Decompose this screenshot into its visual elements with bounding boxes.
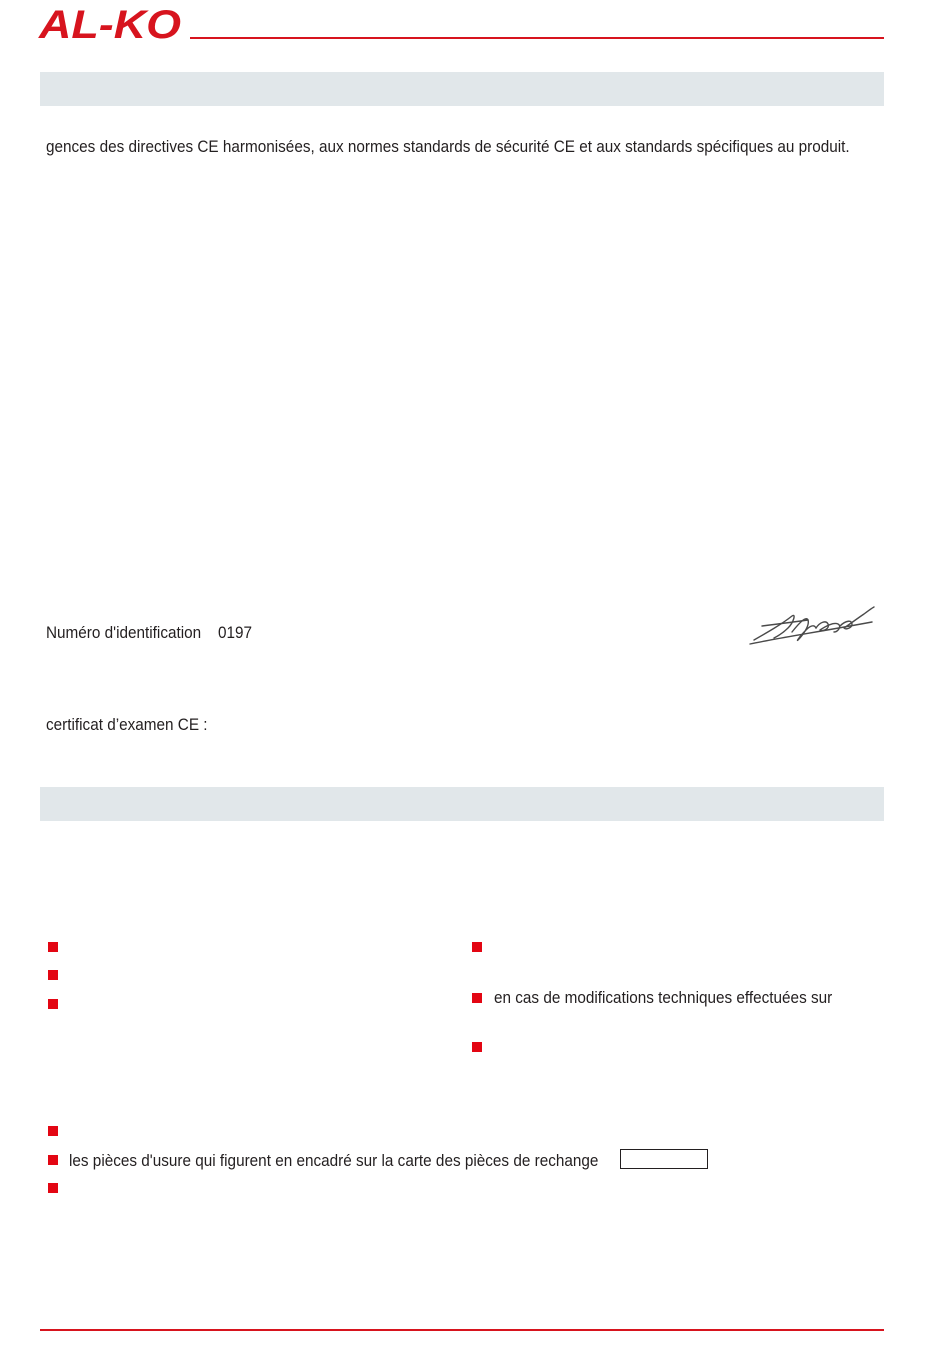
section-band-declaration: [40, 72, 884, 106]
ce-certificate-label: certificat d’examen CE :: [46, 715, 208, 734]
bullet-marker: [472, 942, 482, 952]
footer-rule: [40, 1329, 884, 1331]
bullet-marker: [48, 942, 58, 952]
bullet-marker: [48, 1183, 58, 1193]
bullet-marker: [48, 999, 58, 1009]
bullet-marker: [472, 993, 482, 1003]
wear-parts-text: les pièces d'usure qui figurent en encadré sur la carte des pièces de rechange: [69, 1151, 599, 1170]
alko-logo: [38, 4, 184, 44]
handwritten-signature: [748, 602, 876, 646]
bullet-marker: [472, 1042, 482, 1052]
bullet-marker: [48, 1155, 58, 1165]
technical-modifications-text: en cas de modifications techniques effectuées sur: [494, 988, 833, 1007]
bullet-marker: [48, 1126, 58, 1136]
identification-number-value: 0197: [218, 623, 253, 642]
bullet-marker: [48, 970, 58, 980]
section-band-warranty: [40, 787, 884, 821]
spare-parts-frame-box: [620, 1149, 708, 1169]
identification-number-label: Numéro d'identification: [46, 623, 202, 642]
svg-text:AL-KO: AL-KO: [38, 4, 181, 44]
conformity-text: gences des directives CE harmonisées, aux normes standards de sécurité CE et aux standards spécifiques au produit.: [46, 137, 850, 156]
header-rule: [190, 37, 884, 39]
